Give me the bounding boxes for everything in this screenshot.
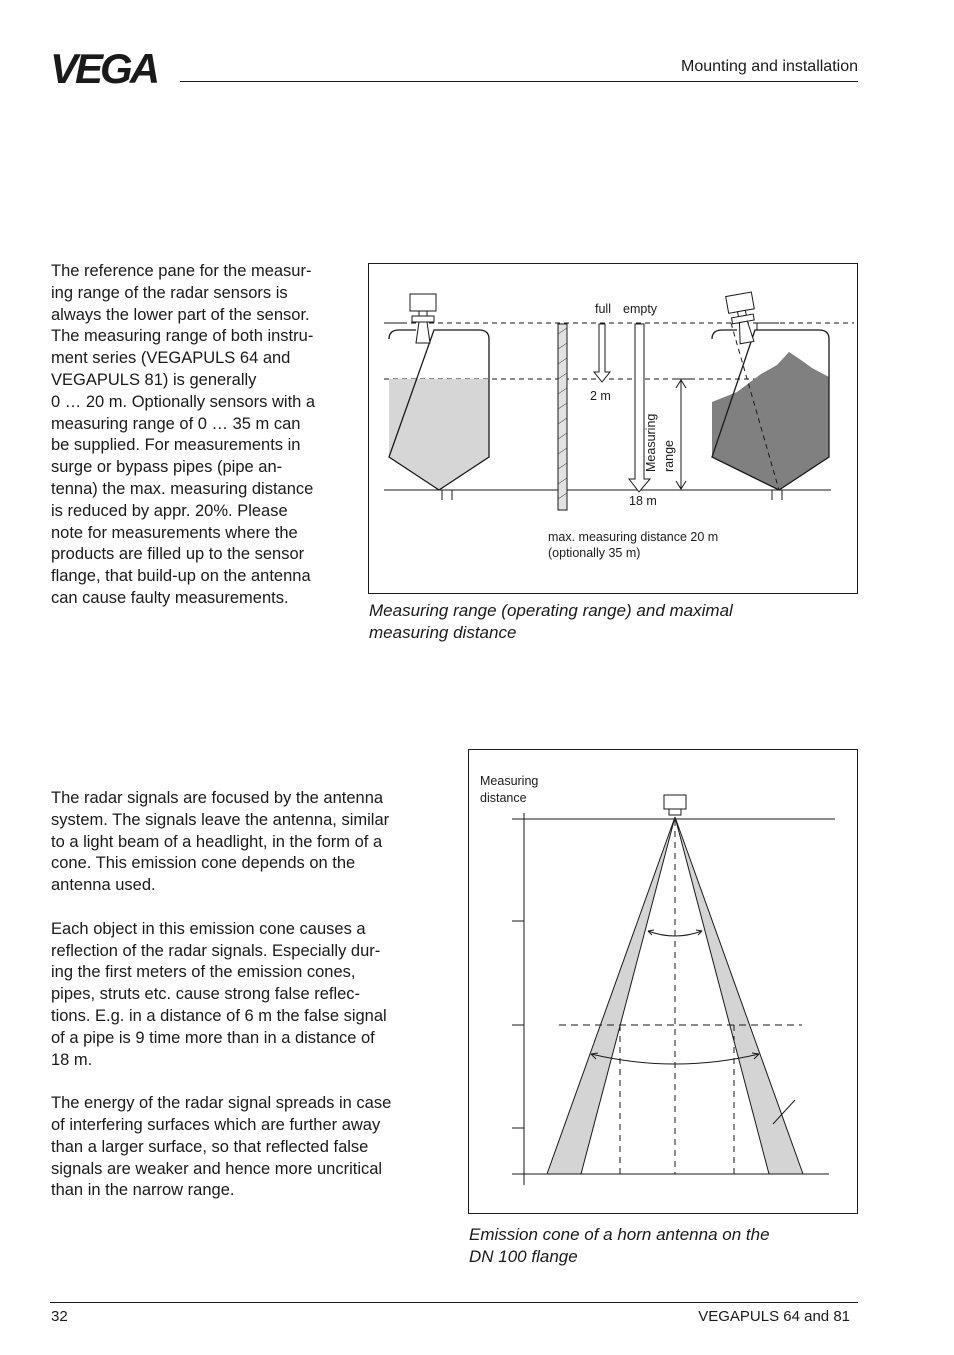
- measuring-range-text-line: can cause faulty measurements.: [51, 588, 289, 607]
- emission-cone-paragraph1-line: antenna used.: [51, 876, 156, 895]
- label-max-distance: max. measuring distance 20 m: [548, 530, 719, 544]
- label-range: range: [662, 440, 676, 472]
- section-title: Mounting and installation: [680, 58, 858, 75]
- horn-antenna: [669, 809, 681, 815]
- measuring-range-text-line: VEGAPULS 81) is generally: [51, 370, 257, 389]
- radar-sensor-right: [726, 292, 755, 313]
- emission-cone-text: [51, 788, 451, 1224]
- measuring-range-text-line: ment series (VEGAPULS 64 and: [51, 349, 291, 368]
- figure1-caption-line1: Measuring range (operating range) and maximal: [369, 601, 733, 620]
- emission-cone-paragraph2-line: tions. E.g. in a distance of 6 m the false signal: [51, 1006, 387, 1025]
- emission-cone-paragraph3-line: than a larger surface, so that reflected false: [51, 1137, 369, 1156]
- figure2-caption-line1: Emission cone of a horn antenna on the: [469, 1225, 770, 1244]
- figure2-caption-line2: DN 100 flange: [469, 1247, 578, 1266]
- emission-cone-paragraph2-line: 18 m.: [51, 1050, 93, 1069]
- left-tank: [387, 294, 489, 500]
- full-arrow: [594, 324, 610, 382]
- figure1-frame: [368, 263, 858, 594]
- figure2-frame: [468, 749, 858, 1214]
- figure1-caption-line2: measuring distance: [369, 623, 517, 642]
- rod-probe: [558, 324, 567, 510]
- emission-cone-paragraph1-line: cone. This emission cone depends on the: [51, 854, 356, 873]
- emission-cone-paragraph3: [51, 1093, 451, 1202]
- product-light: [389, 379, 489, 490]
- measuring-range-text-line: tenna) the max. measuring distance: [51, 479, 314, 498]
- label-distance: distance: [480, 791, 527, 805]
- measuring-range-text-line: is reduced by appr. 20%. Please: [51, 501, 288, 520]
- measuring-range-text-line: measuring range of 0 … 35 m can: [51, 414, 301, 433]
- footer-rule: [50, 1302, 858, 1303]
- measuring-range-text-line: flange, that build-up on the antenna: [51, 567, 311, 586]
- measuring-range-text-line: surge or bypass pipes (pipe an-: [51, 458, 283, 477]
- label-measuring: Measuring: [644, 413, 658, 472]
- emission-cone-paragraph2-line: ing the first meters of the emission cones,: [51, 963, 356, 982]
- radar-sensor-left: [410, 294, 436, 311]
- vega-logo: [50, 50, 172, 86]
- measuring-range-text-line: ing range of the radar sensors is: [51, 283, 288, 302]
- measuring-range-text-line: 0 … 20 m. Optionally sensors with a: [51, 392, 316, 411]
- measuring-range-diagram: [369, 264, 857, 593]
- label-full: full: [595, 302, 611, 316]
- emission-cone-paragraph1: [51, 788, 451, 897]
- emission-cone-paragraph3-line: of interfering surfaces which are further away: [51, 1115, 381, 1134]
- emission-cone-paragraph3-line: The energy of the radar signal spreads in case: [51, 1094, 392, 1113]
- header-rule: [180, 81, 858, 82]
- emission-cone-right: [675, 817, 803, 1174]
- emission-cone-left: [547, 817, 675, 1174]
- horn-antenna-right: [736, 321, 753, 344]
- measuring-range-text: [51, 261, 361, 610]
- measuring-range-text-line: be supplied. For measurements in: [51, 436, 301, 455]
- measuring-range-text-line: The measuring range of both instru-: [51, 327, 314, 346]
- emission-cone-paragraph2-line: Each object in this emission cone causes a: [51, 919, 366, 938]
- measuring-range-text-line: The reference pane for the measur-: [51, 262, 312, 280]
- emission-cone-paragraph3-line: than in the narrow range.: [51, 1181, 235, 1200]
- emission-cone-paragraph1-line: system. The signals leave the antenna, similar: [51, 810, 390, 829]
- emission-cone-paragraph3-line: signals are weaker and hence more uncritical: [51, 1159, 383, 1178]
- measuring-range-text-line: always the lower part of the sensor.: [51, 305, 310, 324]
- label-measuring-distance: Measuring: [480, 774, 539, 788]
- emission-cone-paragraph2-line: of a pipe is 9 time more than in a distance of: [51, 1028, 375, 1047]
- figure1-caption: [369, 600, 849, 644]
- figure2-caption: [469, 1224, 849, 1268]
- logo-text: VEGA: [50, 50, 158, 86]
- document-title: VEGAPULS 64 and 81: [698, 1308, 850, 1325]
- emission-cone-paragraph2-line: pipes, struts etc. cause strong false reflec-: [51, 985, 361, 1004]
- label-optional: (optionally 35 m): [548, 546, 641, 560]
- emission-cone-paragraph1-line: The radar signals are focused by the antenna: [51, 789, 384, 807]
- emission-cone-diagram: [469, 750, 857, 1213]
- radar-sensor: [664, 795, 686, 809]
- emission-cone-paragraph2-line: reflection of the radar signals. Especially dur-: [51, 941, 381, 960]
- measuring-range-text-line: products are filled up to the sensor: [51, 545, 305, 564]
- measuring-range-text-line: note for measurements where the: [51, 523, 298, 542]
- label-empty: empty: [623, 302, 658, 316]
- label-18m: 18 m: [629, 494, 657, 508]
- horn-antenna-left: [416, 322, 430, 343]
- page-number: 32: [51, 1308, 68, 1325]
- emission-cone-paragraph2: [51, 919, 451, 1072]
- label-2m: 2 m: [590, 389, 611, 403]
- emission-cone-paragraph1-line: to a light beam of a headlight, in the form of a: [51, 832, 383, 851]
